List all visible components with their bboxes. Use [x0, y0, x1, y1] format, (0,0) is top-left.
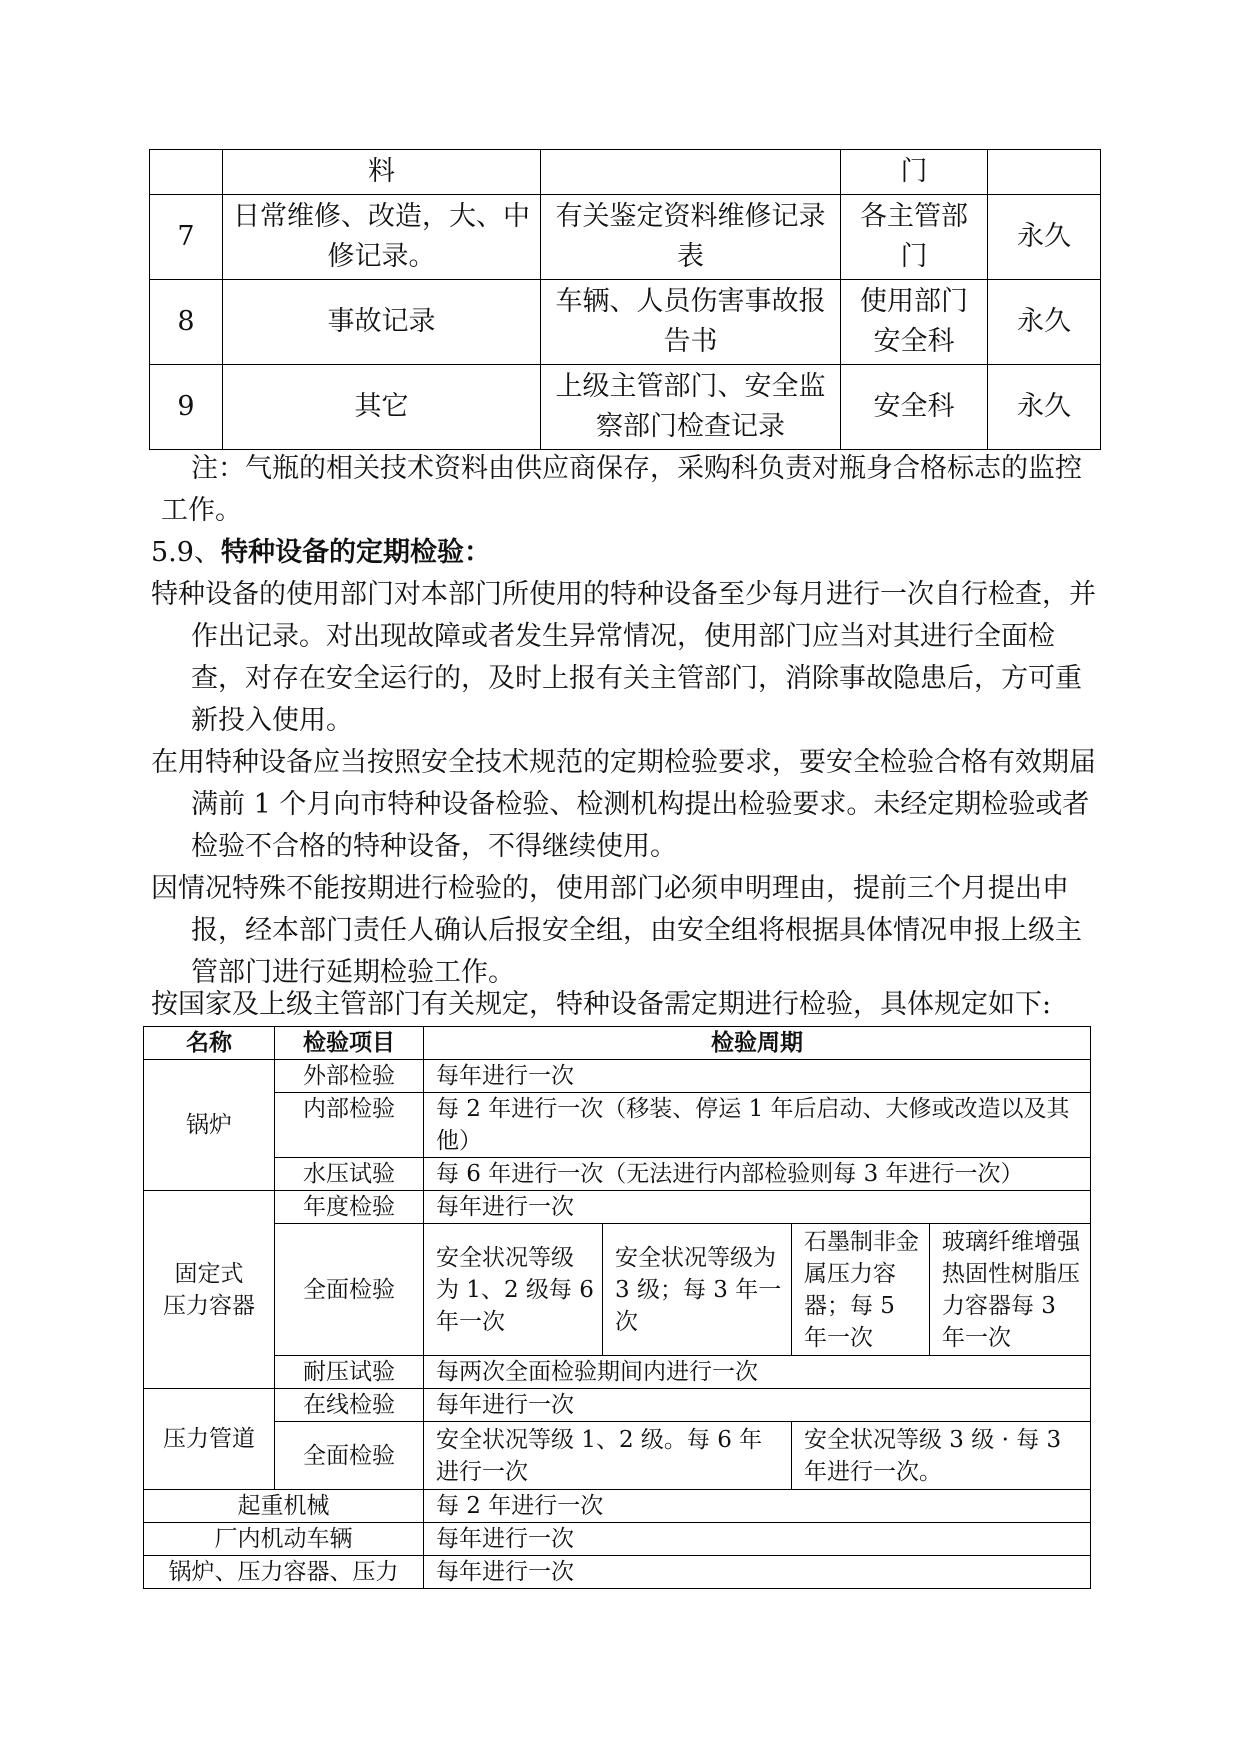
record-form [541, 150, 841, 195]
inspection-period-graphite: 石墨制非金属压力容器；每 5 年一次 [792, 1224, 930, 1356]
inspection-period-grade-3: 安全状况等级 3 级 · 每 3 年进行一次。 [792, 1422, 1091, 1490]
inspection-period: 每年进行一次 [424, 1389, 1091, 1422]
table-header-row [144, 1027, 1091, 1060]
inspection-period: 每年进行一次 [424, 1191, 1091, 1224]
record-keeper: 门 [841, 150, 988, 195]
retention-period: 永久 [988, 365, 1101, 450]
row-number: 7 [150, 195, 223, 280]
inspection-item: 内部检验 [275, 1093, 424, 1158]
header-period: 检验周期 [424, 1027, 1091, 1060]
record-form: 车辆、人员伤害事故报告书 [541, 280, 841, 365]
table-row [144, 1093, 1091, 1158]
inspection-period-grade-1-2: 安全状况等级为 1、2 级每 6 年一次 [424, 1224, 603, 1356]
equipment-name: 锅炉 [144, 1060, 275, 1191]
row-number: 8 [150, 280, 223, 365]
equipment-name-line: 压力容器 [163, 1292, 255, 1319]
inspection-period: 每年进行一次 [424, 1523, 1091, 1556]
inspection-item: 外部检验 [275, 1060, 424, 1093]
record-form: 有关鉴定资料维修记录表 [541, 195, 841, 280]
table-row [144, 1191, 1091, 1224]
table-row [144, 1422, 1091, 1490]
inspection-item: 全面检验 [275, 1224, 424, 1356]
inspection-period: 每 2 年进行一次 [424, 1490, 1091, 1523]
table-row [150, 280, 1101, 365]
record-item: 事故记录 [223, 280, 541, 365]
record-item: 日常维修、改造，大、中修记录。 [223, 195, 541, 280]
table-note [151, 448, 1101, 532]
record-keeper: 安全科 [841, 365, 988, 450]
paragraph: 特种设备的使用部门对本部门所使用的特种设备至少每月进行一次自行检查，并作出记录。对出现故障或者发生异常情况，使用部门应当对其进行全面检查，对存在安全运行的，及时上报有关主管部门，消除事故隐患后，方可重新投入使用。 [151, 579, 1096, 736]
inspection-item: 年度检验 [275, 1191, 424, 1224]
inspection-schedule-table [143, 1026, 1091, 1589]
inspection-period-grade-1-2: 安全状况等级 1、2 级。每 6 年进行一次 [424, 1422, 792, 1490]
paragraph: 按国家及上级主管部门有关规定，特种设备需定期进行检验，具体规定如下: [151, 989, 1052, 1020]
equipment-name: 压力管道 [144, 1389, 275, 1490]
section-heading [151, 532, 491, 574]
record-item: 料 [223, 150, 541, 195]
equipment-name: 起重机械 [144, 1490, 424, 1523]
inspection-item: 全面检验 [275, 1422, 424, 1490]
equipment-name-line: 固定式 [174, 1260, 244, 1287]
table-row [150, 150, 1101, 195]
equipment-name: 厂内机动车辆 [144, 1523, 424, 1556]
header-item: 检验项目 [275, 1027, 424, 1060]
table-row [144, 1389, 1091, 1422]
record-item: 其它 [223, 365, 541, 450]
note-text: 注：气瓶的相关技术资料由供应商保存，采购科负责对瓶身合格标志的监控工作。 [161, 453, 1082, 526]
inspection-item: 在线检验 [275, 1389, 424, 1422]
section-number: 5.9、 [151, 537, 221, 568]
record-keeper: 各主管部门 [841, 195, 988, 280]
inspection-period: 每年进行一次 [424, 1060, 1091, 1093]
equipment-name: 锅炉、压力容器、压力 [144, 1556, 424, 1589]
table-row [144, 1490, 1091, 1523]
inspection-item: 水压试验 [275, 1158, 424, 1191]
table-row [150, 365, 1101, 450]
retention-period [988, 150, 1101, 195]
inspection-period-grade-3: 安全状况等级为 3 级；每 3 年一次 [603, 1224, 792, 1356]
section-title: 特种设备的定期检验： [220, 537, 491, 568]
record-keeper: 使用部门安全科 [841, 280, 988, 365]
inspection-item: 耐压试验 [275, 1356, 424, 1389]
paragraph: 在用特种设备应当按照安全技术规范的定期检验要求，要安全检验合格有效期届满前 1 个月向市特种设备检验、检测机构提出检验要求。未经定期检验或者检验不合格的特种设备，不得继续使用。 [151, 747, 1096, 862]
table-row [150, 195, 1101, 280]
retention-period: 永久 [988, 195, 1101, 280]
record-form: 上级主管部门、安全监察部门检查记录 [541, 365, 841, 450]
inspection-period: 每 6 年进行一次（无法进行内部检验则每 3 年进行一次） [424, 1158, 1091, 1191]
inspection-period-frp: 玻璃纤维增强热固性树脂压力容器每 3 年一次 [930, 1224, 1091, 1356]
row-number: 9 [150, 365, 223, 450]
inspection-period: 每 2 年进行一次（移装、停运 1 年后启动、大修或改造以及其他） [424, 1093, 1091, 1158]
table-row [144, 1060, 1091, 1093]
inspection-period: 每年进行一次 [424, 1556, 1091, 1589]
row-number [150, 150, 223, 195]
equipment-name [144, 1191, 275, 1389]
table-row [144, 1356, 1091, 1389]
table-row [144, 1224, 1091, 1356]
inspection-period: 每两次全面检验期间内进行一次 [424, 1356, 1091, 1389]
table-row [144, 1556, 1091, 1589]
retention-period: 永久 [988, 280, 1101, 365]
header-name: 名称 [144, 1027, 275, 1060]
table-row [144, 1158, 1091, 1191]
paragraph: 因情况特殊不能按期进行检验的，使用部门必须申明理由，提前三个月提出申报，经本部门责任人确认后报安全组，由安全组将根据具体情况申报上级主管部门进行延期检验工作。 [151, 873, 1082, 988]
records-table [149, 149, 1101, 450]
table-row [144, 1523, 1091, 1556]
